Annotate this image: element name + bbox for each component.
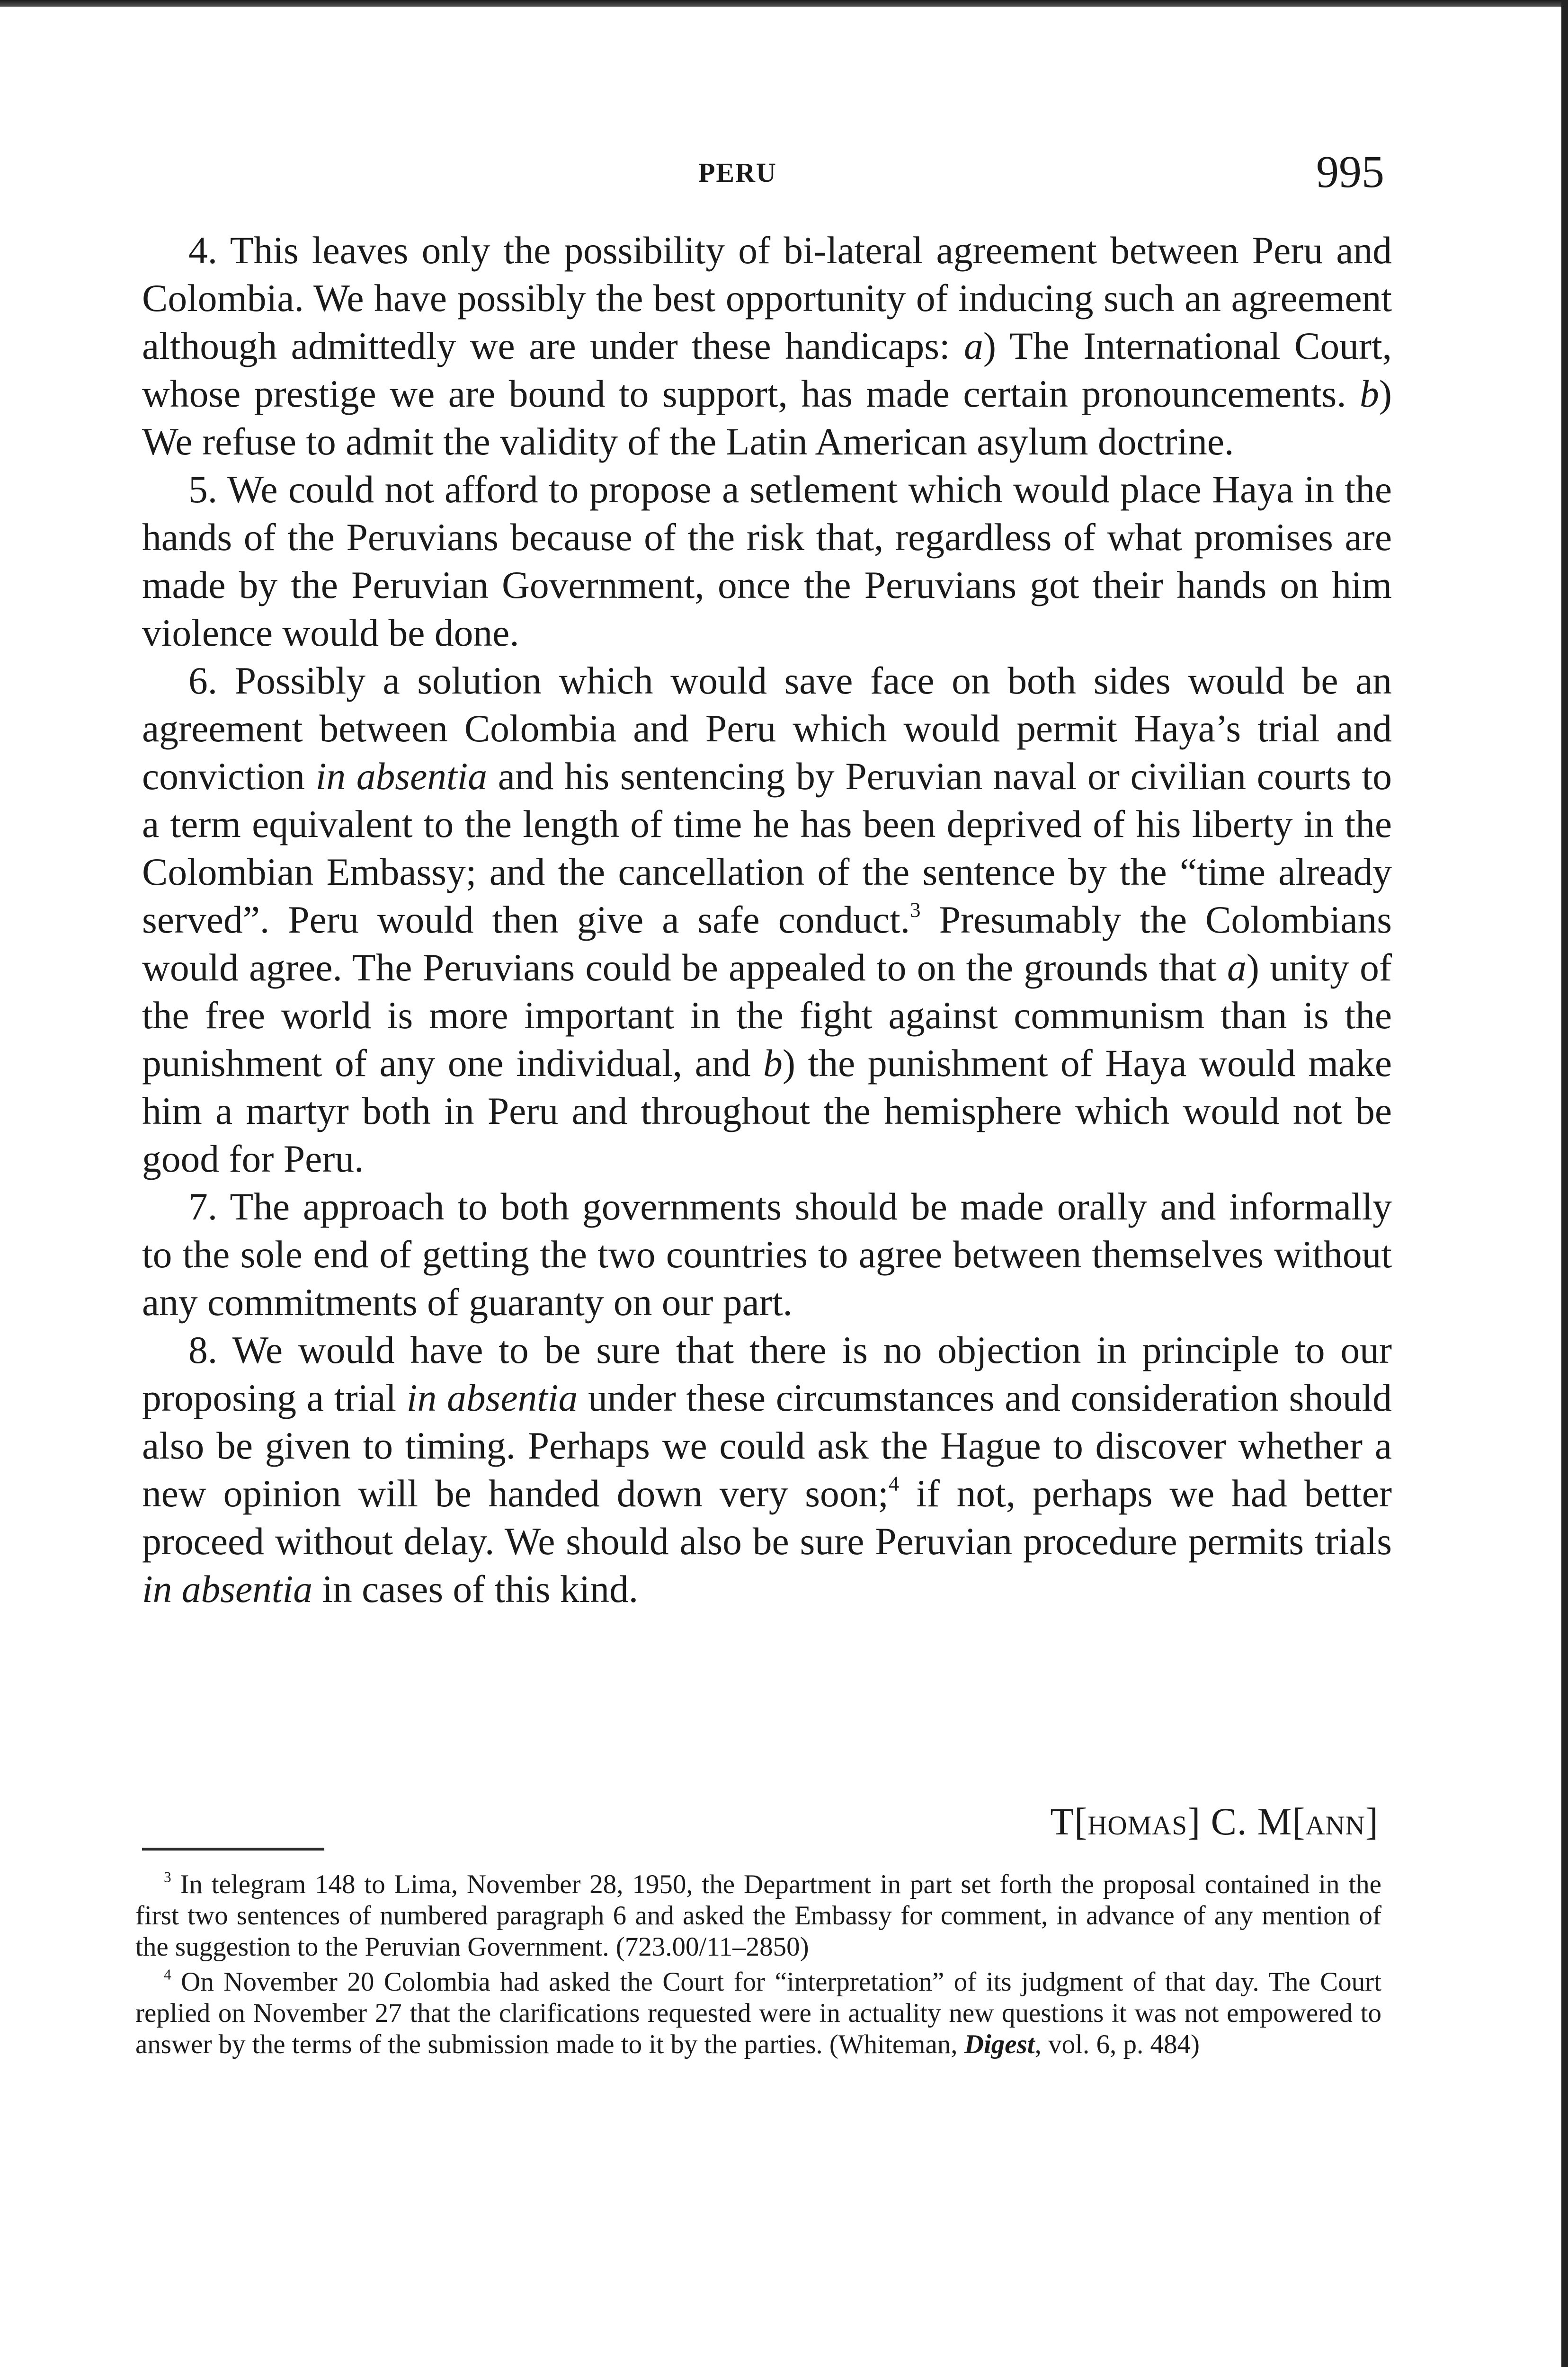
paragraph-5: 5. We could not afford to propose a setlement which would place Haya in the hands of the Peruvians because of the risk that, regardless of what promises are made by the Peruvian Government, once the Peruvians got their hands on him violence would be done. <box>142 468 1392 654</box>
footnote-4: $^4$ On November 20 Colombia had asked the Court for “interpretation” of its judgment of that day. The Court replied on November 27 that the clarifications requested were in actuality new questions it was not empowered to answer by the terms of the submission made to it by the parties. (Whiteman, Digest, vol. 6, p. 484) <box>135 1966 1381 2059</box>
footnotes <box>135 1869 1381 2064</box>
footnote-rule <box>142 1848 324 1851</box>
signature-middle: ] C. M[ <box>1187 1800 1306 1843</box>
scan-right-edge <box>1561 0 1568 2367</box>
footnote-3: $^3$ In telegram 148 to Lima, November 28, 1950, the Department in part set forth the proposal contained in the first two sentences of numbered paragraph 6 and asked the Embassy for comment, in advance of any mention of the suggestion to the Peruvian Government. (723.00/11–2850) <box>135 1869 1381 1962</box>
running-head <box>0 146 1568 197</box>
signature-first-initial: T[ <box>1050 1800 1088 1843</box>
signature-close: ] <box>1365 1800 1379 1843</box>
scan-top-edge <box>0 0 1568 7</box>
signature-first-rest: homas <box>1087 1800 1188 1843</box>
paragraph-7: 7. The approach to both governments should be made orally and informally to the sole end of getting the two countries to agree between themselves without any commitments of guaranty on our part. <box>142 1185 1392 1324</box>
body-text <box>142 226 1392 1613</box>
paragraph-6: 6. Possibly a solution which would save face on both sides would be an agreement between Colombia and Peru which would permit Haya’s trial and conviction in absentia and his sentencing by Peruvian naval or civilian courts to a term equivalent to the length of time he has been deprived of his liberty in the Colombian Embassy; and the cancellation of the sentence by the “time already served”. Peru would then give a safe conduct.$^3$ Presumably the Colombians would agree. The Peruvians could be appealed to on the grounds that a) unity of the free world is more important in the fight against communism than is the punishment of any one individual, and b) the punishment of Haya would make him a martyr both in Peru and throughout the hemisphere which would not be good for Peru. <box>142 659 1392 1180</box>
signature-last-rest: ann <box>1305 1800 1365 1843</box>
paragraph-8: 8. We would have to be sure that there is no objection in principle to our proposing a trial in absentia under these circumstances and consideration should also be given to timing. Perhaps we could ask the Hague to discover whether a new opinion will be handed down very soon;$^4$ if not, perhaps we had better proceed without delay. We should also be sure Peruvian procedure permits trials in absentia in cases of this kind. <box>142 1328 1392 1611</box>
running-head-title: PERU <box>698 157 777 188</box>
paragraph-4: 4. This leaves only the possibility of bi-lateral agreement between Peru and Colombia. We have possibly the best opportunity of inducing such an agreement although admittedly we are under these handicaps: a) The International Court, whose prestige we are bound to support, has made certain pronouncements. b) We refuse to admit the validity of the Latin American asylum doctrine. <box>142 229 1392 463</box>
signature <box>1050 1798 1379 1845</box>
page-number: 995 <box>1316 146 1384 197</box>
